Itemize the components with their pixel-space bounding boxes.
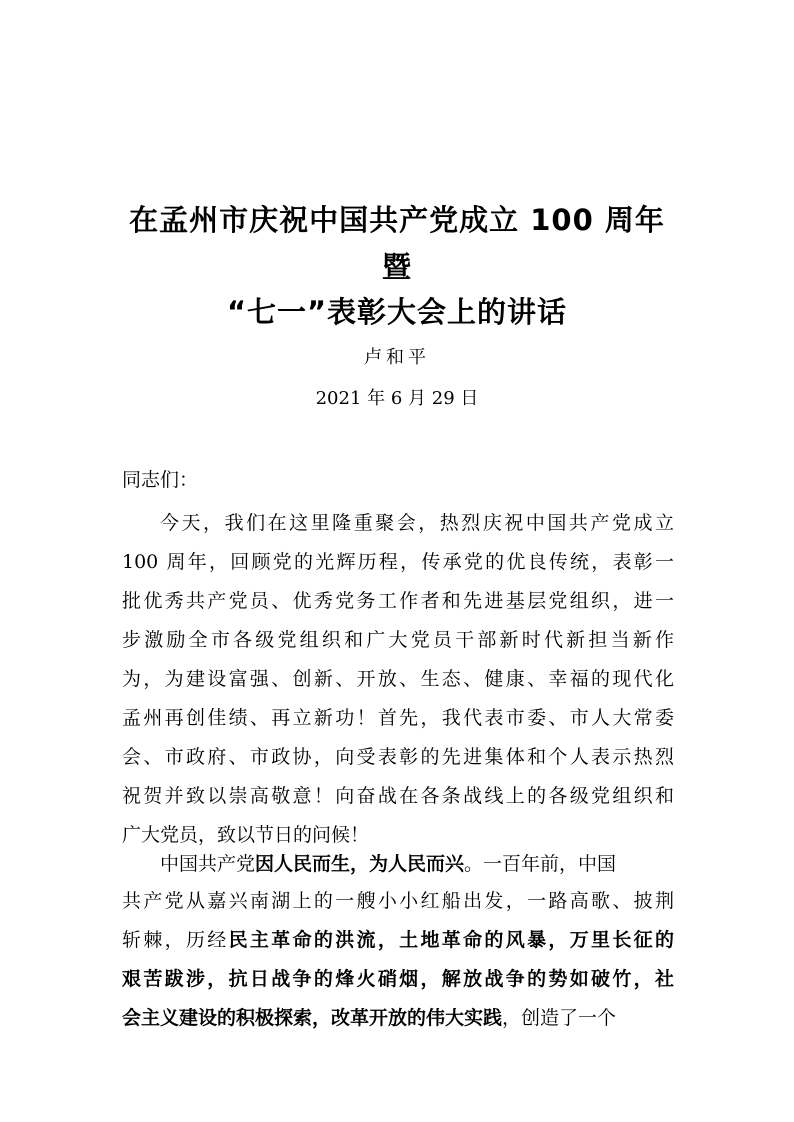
para1-line: 孟州再创佳绩、再立新功！首先，我代表市委、市人大常委 — [122, 707, 674, 729]
para2-bold-text: 因人民而生，为人民而兴 — [255, 853, 465, 875]
salutation: 同志们： — [122, 469, 199, 491]
para2-text: 斩棘，历经 — [122, 929, 229, 951]
para1-line: 100 周年，回顾党的光辉历程，传承党的优良传统，表彰一 — [122, 551, 674, 573]
title-line-2: 暨 — [381, 250, 412, 284]
para2-text: 中国共产党 — [160, 853, 256, 875]
para2-line-5 — [122, 1003, 674, 1030]
para2-text: 。一百年前，中国 — [464, 853, 617, 875]
date: 2021 年 6 月 29 日 — [315, 388, 479, 409]
para2-text: ，创造了一个 — [502, 1007, 617, 1029]
para1-line: 广大党员，致以节日的问候！ — [122, 824, 370, 846]
para1-line: 为，为建设富强、创新、开放、生态、健康、幸福的现代化 — [122, 668, 674, 690]
para2-line-1 — [160, 849, 674, 876]
para1-line: 步激励全市各级党组织和广大党员干部新时代新担当新作 — [122, 629, 674, 651]
para2-bold-text: 民主革命的洪流，土地革命的风暴，万里长征的 — [228, 929, 674, 951]
title-line-1: 在孟州市庆祝中国共产党成立 100 周年 — [129, 203, 665, 237]
para1-line: 会、市政府、市政协，向受表彰的先进集体和个人表示热烈 — [122, 746, 674, 768]
para1-line: 祝贺并致以崇高敬意！向奋战在各条战线上的各级党组织和 — [122, 785, 674, 807]
para2-line: 共产党从嘉兴南湖上的一艘小小红船出发，一路高歌、披荆 — [122, 890, 674, 912]
para2-line: 艰苦跋涉，抗日战争的烽火硝烟，解放战争的势如破竹，社 — [122, 968, 674, 990]
para1-line: 今天，我们在这里隆重聚会，热烈庆祝中国共产党成立 — [160, 512, 674, 534]
para2-bold-text: 会主义建设的积极探索，改革开放的伟大实践 — [122, 1007, 503, 1029]
para1-line: 批优秀共产党员、优秀党务工作者和先进基层党组织，进一 — [122, 590, 674, 612]
author: 卢和平 — [364, 347, 430, 368]
para2-line-3 — [122, 925, 674, 952]
title-line-3: “七一”表彰大会上的讲话 — [226, 295, 568, 329]
